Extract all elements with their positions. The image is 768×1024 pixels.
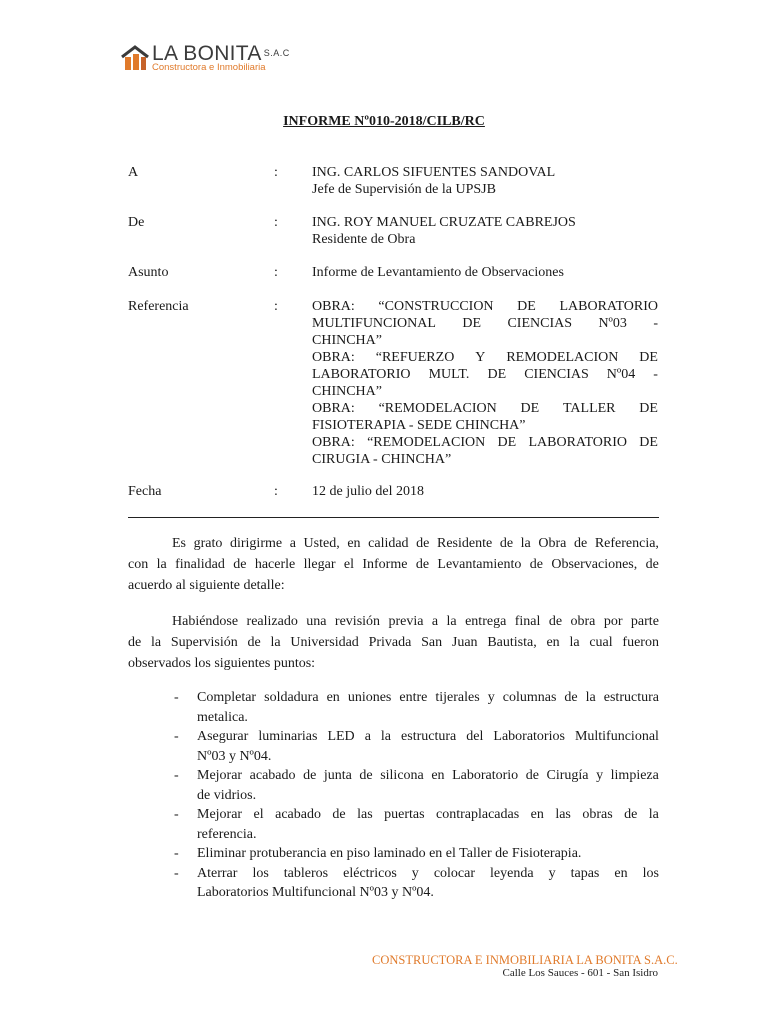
reference-line: LABORATORIO MULT. DE CIENCIAS Nº04 - [312,367,658,382]
subject-label: Asunto [128,265,169,280]
subject-value: Informe de Levantamiento de Observaciones [312,265,564,280]
reference-label: Referencia [128,299,189,314]
subject-colon: : [274,265,278,280]
reference-line: OBRA: “REMODELACION DE LABORATORIO DE [312,435,658,450]
reference-line: FISIOTERAPIA - SEDE CHINCHA” [312,418,526,433]
from-value [312,214,658,248]
observation-item [174,688,659,727]
logo-suffix: S.A.C [263,48,290,58]
to-position: Jefe de Supervisión de la UPSJB [312,182,496,197]
paragraph-line: de la Supervisión de la Universidad Privada San Juan Bautista, en la cual fueron [128,635,659,650]
house-logo-icon [120,44,150,72]
observation-line: de vidrios. [197,787,257,803]
footer-company: CONSTRUCTORA E INMOBILIARIA LA BONITA S.A.C. [372,953,678,967]
observation-item [174,766,659,805]
from-name: ING. ROY MANUEL CRUZATE CABREJOS [312,215,576,230]
logo-name: LA BONITA S.A.C [152,42,290,65]
from-colon: : [274,215,278,230]
date-label: Fecha [128,484,162,499]
reference-colon: : [274,299,278,314]
reference-line: CHINCHA” [312,333,382,348]
observation-line: Completar soldadura en uniones entre tijerales y columnas de la estructura [197,690,659,705]
header-divider [128,517,659,518]
observation-line: Asegurar luminarias LED a la estructura del Laboratorios Multifuncional [197,729,659,744]
paragraph-line: acuerdo al siguiente detalle: [128,578,285,593]
reference-line: OBRA: “CONSTRUCCION DE LABORATORIO [312,299,658,314]
paragraph-line: con la finalidad de hacerle llegar el Informe de Levantamiento de Observaciones, de [128,557,659,572]
reference-value [312,298,658,468]
observation-item [174,727,659,766]
paragraph-line: Habiéndose realizado una revisión previa a la entrega final de obra por parte [172,614,659,629]
reference-line: OBRA: “REMODELACION DE TALLER DE [312,401,658,416]
bullet-marker: - [174,729,179,744]
bullet-marker: - [174,865,179,881]
to-colon: : [274,165,278,180]
observation-line: Mejorar el acabado de las puertas contraplacadas en las obras de la [197,807,659,822]
to-label: A [128,165,139,180]
date-value: 12 de julio del 2018 [312,484,424,499]
observation-line: Nº03 y Nº04. [197,748,272,764]
observation-line: Aterrar los tableros eléctricos y colocar leyenda y tapas en los [197,865,659,881]
intro-paragraph [128,533,659,596]
observation-item [174,864,659,903]
observation-line: referencia. [197,826,257,842]
bullet-marker: - [174,768,179,783]
reference-line: MULTIFUNCIONAL DE CIENCIAS Nº03 - [312,316,658,331]
logo-subtitle: Constructora e Inmobiliaria [152,62,266,73]
to-value [312,164,658,198]
report-title: INFORME Nº010-2018/CILB/RC [283,114,485,129]
paragraph-line: Es grato dirigirme a Usted, en calidad de Residente de la Obra de Referencia, [172,536,659,551]
observations-list [174,688,659,903]
bullet-marker: - [174,690,179,705]
reference-line: CIRUGIA - CHINCHA” [312,452,452,467]
footer-address: Calle Los Sauces - 601 - San Isidro [502,967,658,979]
to-name: ING. CARLOS SIFUENTES SANDOVAL [312,165,556,180]
observation-item [174,805,659,844]
paragraph-line: observados los siguientes puntos: [128,656,316,671]
observation-line: metalica. [197,709,248,725]
bullet-marker: - [174,807,179,822]
observation-line: Eliminar protuberancia en piso laminado en el Taller de Fisioterapia. [197,846,582,861]
company-logo [120,42,320,76]
observation-line: Mejorar acabado de junta de silicona en Laboratorio de Cirugía y limpieza [197,768,659,783]
from-position: Residente de Obra [312,232,416,247]
from-label: De [128,215,145,230]
reference-line: CHINCHA” [312,384,382,399]
observation-item [174,844,659,864]
observation-line: Laboratorios Multifuncional Nº03 y Nº04. [197,885,434,900]
date-colon: : [274,484,278,499]
bullet-marker: - [174,846,179,861]
review-paragraph [128,611,659,674]
reference-line: OBRA: “REFUERZO Y REMODELACION DE [312,350,658,365]
